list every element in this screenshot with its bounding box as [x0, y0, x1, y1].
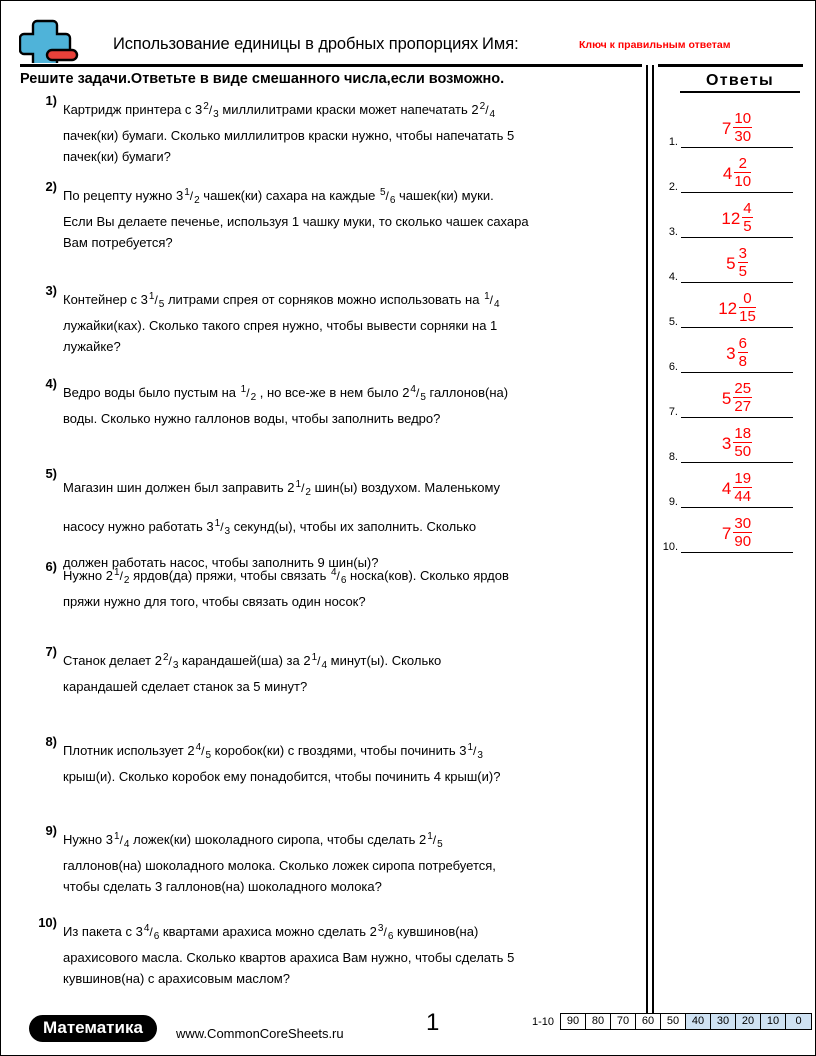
answer-row	[656, 463, 806, 508]
problem-line: Нужно $2^1/_2$ ярдов(да) пряжи, чтобы связать $^4/_6$ носка(ков). Сколько ярдов	[63, 567, 509, 586]
brand-badge: Математика	[29, 1015, 157, 1042]
problem-number: 7)	[45, 644, 57, 659]
problem-number: 9)	[45, 823, 57, 838]
fraction-denominator: 44	[734, 488, 752, 505]
fraction-whole: 3	[726, 343, 736, 363]
inline-mixed-fraction: $2^2/_3$	[154, 652, 179, 671]
score-cell: 40	[686, 1014, 711, 1029]
fraction-part	[734, 156, 751, 190]
fraction-part	[733, 426, 752, 460]
problem-line: Картридж принтера с $3^2/_3$ миллилитрами краски может напечатать $2^2/_4$	[63, 101, 496, 120]
answer-value	[681, 111, 793, 145]
answer-row	[656, 193, 806, 238]
problem-text	[63, 737, 633, 787]
stacked-mixed-fraction	[722, 426, 752, 460]
problem-number: 10)	[38, 915, 57, 930]
problem-line: карандашей сделает станок за 5 минут?	[63, 679, 308, 694]
fraction-whole: 7	[721, 523, 732, 543]
answer-row	[656, 283, 806, 328]
problem-line: Станок делает $2^2/_3$ карандашей(ша) за $2^1/_4$ минут(ы). Сколько	[63, 652, 442, 671]
fraction-denominator: 8	[738, 353, 747, 370]
problem-line: Из пакета с $3^4/_6$ квартами арахиса можно сделать $2^3/_6$ кувшинов(на)	[63, 923, 479, 942]
plus-minus-logo-icon	[19, 19, 81, 63]
inline-mixed-fraction: $2^3/_6$	[369, 923, 394, 942]
fraction-denominator: 5	[743, 218, 752, 235]
score-strip	[532, 1013, 812, 1030]
problem-line: пачек(ки) бумаги. Сколько миллилитров краски нужно, чтобы напечатать 5	[63, 128, 515, 143]
problem-line: Вам потребуется?	[63, 235, 173, 250]
fraction-denominator: 15	[739, 308, 756, 325]
inline-mixed-fraction: $3^2/_3$	[195, 101, 219, 120]
fraction-denominator: 90	[734, 533, 752, 550]
fraction-numerator: 19	[734, 470, 752, 487]
answers-heading: Ответы	[680, 72, 800, 93]
answer-index: 9.	[668, 496, 678, 508]
fraction-whole: 4	[722, 163, 733, 183]
inline-mixed-fraction: $3^4/_6$	[135, 923, 160, 942]
problem-line: должен работать насос, чтобы заполнить 9 шин(ы)?	[63, 555, 379, 570]
problem-text	[63, 286, 633, 357]
answer-value	[681, 381, 793, 415]
problem-number: 4)	[45, 376, 57, 391]
inline-mixed-fraction: $2^1/_2$	[105, 567, 130, 586]
problem-line: Контейнер с $3^1/_5$ литрами спрея от сорняков можно использовать на $^1/_4$	[63, 291, 500, 310]
fraction-part	[733, 516, 752, 550]
score-cell: 60	[636, 1014, 661, 1029]
stacked-mixed-fraction	[722, 516, 752, 550]
fraction-part	[739, 291, 756, 325]
problem-line: насосу нужно работать $3^1/_3$ секунд(ы), чтобы их заполнить. Сколько	[63, 518, 477, 537]
problem-text	[63, 379, 633, 429]
inline-mixed-fraction: $2^1/_4$	[303, 652, 328, 671]
problem-line: арахисового масла. Сколько квартов арахиса Вам нужно, чтобы сделать 5	[63, 950, 515, 965]
stacked-mixed-fraction	[723, 156, 751, 190]
problem-line: Если Вы делаете печенье, используя 1 чашку муки, то сколько чашек сахара	[63, 214, 529, 229]
fraction-part	[733, 111, 752, 145]
page-title: Использование единицы в дробных пропорциях	[113, 35, 479, 53]
answer-index: 2.	[668, 181, 678, 193]
inline-mixed-fraction: $^5/_6$	[379, 187, 396, 206]
fraction-part	[742, 201, 752, 235]
inline-mixed-fraction: $^1/_4$	[484, 291, 500, 310]
problem-line: Нужно $3^1/_4$ ложек(ки) шоколадного сиропа, чтобы сделать $2^1/_5$	[63, 831, 443, 850]
column-divider-outer	[646, 65, 648, 1023]
problem-line: пачек(ки) бумаги?	[63, 149, 171, 164]
score-cell: 90	[561, 1014, 586, 1029]
problem-line: кувшинов(на) с арахисовым маслом?	[63, 971, 290, 986]
page-number: 1	[426, 1009, 440, 1036]
problem-number: 1)	[45, 93, 57, 108]
fraction-part	[733, 471, 752, 505]
fraction-part	[733, 381, 752, 415]
stacked-mixed-fraction	[718, 291, 756, 325]
answer-index: 5.	[668, 316, 678, 328]
fraction-whole: 4	[721, 478, 732, 498]
fraction-numerator: 0	[739, 291, 756, 308]
fraction-numerator: 6	[738, 335, 747, 352]
inline-mixed-fraction: $3^1/_5$	[140, 291, 165, 310]
score-cell: 50	[661, 1014, 686, 1029]
problem-number: 2)	[45, 179, 57, 194]
inline-mixed-fraction: $^1/_2$	[240, 384, 257, 403]
fraction-denominator: 50	[734, 443, 752, 460]
answer-value	[681, 426, 793, 460]
site-url: www.CommonCoreSheets.ru	[176, 1026, 344, 1041]
problem-line: крыш(и). Сколько коробок ему понадобится, чтобы починить 4 крыш(и)?	[63, 769, 501, 784]
inline-mixed-fraction: $3^1/_4$	[105, 831, 130, 850]
problem-line: Плотник использует $2^4/_5$ коробок(ки) с гвоздями, чтобы починить $3^1/_3$	[63, 742, 483, 761]
problem-line: чтобы сделать 3 галлонов(на) шоколадного молока?	[63, 879, 382, 894]
fraction-whole: 12	[718, 298, 738, 318]
fraction-numerator: 30	[734, 515, 752, 532]
answer-row	[656, 103, 806, 148]
problem-number: 3)	[45, 283, 57, 298]
fraction-denominator: 5	[738, 263, 747, 280]
problem-line: лужайке?	[63, 339, 121, 354]
problem-line: По рецепту нужно $3^1/_2$ чашек(ки) сахара на каждые $^5/_6$ чашек(ки) муки.	[63, 187, 494, 206]
inline-mixed-fraction: $2^2/_4$	[471, 101, 496, 120]
inline-mixed-fraction: $2^1/_5$	[418, 831, 443, 850]
answer-index: 7.	[668, 406, 678, 418]
answer-index: 4.	[668, 271, 678, 283]
score-cell: 0	[786, 1014, 811, 1029]
fraction-numerator: 18	[734, 425, 752, 442]
fraction-numerator: 3	[738, 245, 747, 262]
problem-number: 5)	[45, 466, 57, 481]
problem-number: 6)	[45, 559, 57, 574]
score-cell: 20	[736, 1014, 761, 1029]
answer-index: 1.	[668, 136, 678, 148]
inline-mixed-fraction: $2^4/_5$	[187, 742, 212, 761]
answer-index: 3.	[668, 226, 678, 238]
inline-mixed-fraction: $2^1/_2$	[287, 479, 311, 498]
answer-value	[681, 336, 793, 370]
answer-value	[681, 201, 793, 235]
fraction-denominator: 10	[734, 173, 752, 190]
score-cell: 80	[586, 1014, 611, 1029]
problem-number: 8)	[45, 734, 57, 749]
problem-text	[63, 647, 633, 697]
answer-row	[656, 238, 806, 283]
answer-row	[656, 508, 806, 553]
answer-value	[681, 471, 793, 505]
problem-text	[63, 182, 633, 253]
fraction-whole: 7	[721, 118, 732, 138]
fraction-numerator: 25	[734, 380, 752, 397]
fraction-whole: 12	[721, 208, 741, 228]
inline-mixed-fraction: $2^4/_5$	[402, 384, 426, 403]
name-label: Имя:	[482, 35, 519, 53]
fraction-whole: 3	[721, 433, 732, 453]
header-divider-left	[20, 64, 642, 67]
answer-index: 6.	[668, 361, 678, 373]
score-cell: 30	[711, 1014, 736, 1029]
answer-row	[656, 418, 806, 463]
instructions-text: Решите задачи.Ответьте в виде смешанного числа,если возможно.	[20, 71, 505, 87]
column-divider-inner	[652, 65, 654, 1023]
score-range-label: 1-10	[532, 1015, 555, 1028]
problem-line: пряжи нужно для того, чтобы связать один носок?	[63, 594, 366, 609]
stacked-mixed-fraction	[721, 201, 752, 235]
problem-line: лужайки(ках). Сколько такого спрея нужно, чтобы вывести сорняки на 1	[63, 318, 498, 333]
problem-text	[63, 96, 633, 167]
fraction-denominator: 27	[734, 398, 752, 415]
fraction-whole: 5	[726, 253, 736, 273]
fraction-numerator: 2	[734, 156, 751, 173]
fraction-numerator: 4	[743, 200, 752, 217]
stacked-mixed-fraction	[722, 471, 752, 505]
inline-mixed-fraction: $3^1/_3$	[459, 742, 483, 761]
problem-line: галлонов(на) шоколадного молока. Сколько ложек сиропа потребуется,	[63, 858, 496, 873]
answer-value	[681, 516, 793, 550]
answer-value	[681, 156, 793, 190]
problem-text	[63, 826, 633, 897]
answer-key-badge: Ключ к правильным ответам	[579, 39, 731, 51]
answer-row	[656, 148, 806, 193]
inline-mixed-fraction: $3^1/_3$	[206, 518, 231, 537]
score-cells	[560, 1013, 812, 1030]
problem-text	[63, 918, 633, 989]
inline-mixed-fraction: $^4/_6$	[330, 567, 347, 586]
fraction-denominator: 30	[734, 128, 752, 145]
stacked-mixed-fraction	[726, 246, 748, 280]
answer-value	[681, 291, 793, 325]
fraction-part	[738, 246, 748, 280]
stacked-mixed-fraction	[722, 381, 752, 415]
header-divider-right	[658, 64, 803, 67]
problem-text	[63, 562, 633, 612]
score-cell: 70	[611, 1014, 636, 1029]
inline-mixed-fraction: $3^1/_2$	[175, 187, 200, 206]
answer-value	[681, 246, 793, 280]
fraction-numerator: 10	[734, 110, 752, 127]
score-cell: 10	[761, 1014, 786, 1029]
stacked-mixed-fraction	[726, 336, 748, 370]
answer-index: 10.	[662, 541, 678, 553]
problem-line: Магазин шин должен был заправить $2^1/_2$ шин(ы) воздухом. Маленькому	[63, 479, 501, 498]
fraction-whole: 5	[721, 388, 732, 408]
problem-line: воды. Сколько нужно галлонов воды, чтобы заполнить ведро?	[63, 411, 441, 426]
answer-row	[656, 373, 806, 418]
stacked-mixed-fraction	[722, 111, 752, 145]
answer-index: 8.	[668, 451, 678, 463]
problem-line: Ведро воды было пустым на $^1/_2$ , но все-же в нем было $2^4/_5$ галлонов(на)	[63, 384, 509, 403]
answer-row	[656, 328, 806, 373]
worksheet-header	[1, 1, 816, 69]
fraction-part	[738, 336, 748, 370]
